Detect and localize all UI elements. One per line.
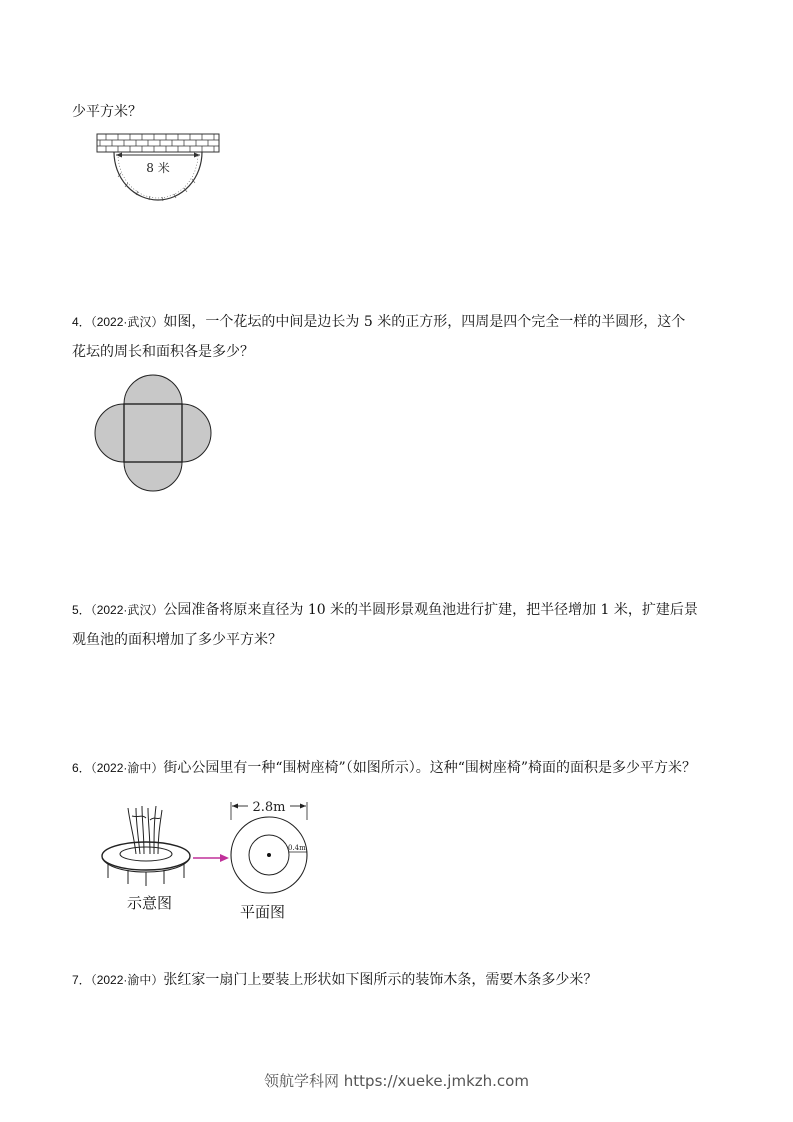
q5-question-line-1 <box>72 600 698 620</box>
q6-diameter-label: 2.8m <box>252 800 286 815</box>
q4-flowerbed-figure <box>92 374 214 494</box>
q4-number: 4． <box>72 315 91 329</box>
q4-semicircle-top <box>124 375 182 404</box>
q6-center-dot <box>267 853 271 857</box>
q6-ring-width-label: 0.4m <box>288 844 306 852</box>
q4-question-line-2: 花坛的周长和面积各是多少？ <box>72 344 254 360</box>
q7-number: 7． <box>72 973 91 987</box>
q6-number: 6． <box>72 761 91 775</box>
q4-question-line-1 <box>72 312 685 332</box>
q3-diameter-label: 8 米 <box>146 161 170 175</box>
q7-question-line-1 <box>72 970 597 990</box>
q3-semicircle-figure <box>96 133 221 205</box>
q6-arrow-icon <box>193 852 229 864</box>
q6-plan-view-figure <box>228 798 314 896</box>
q4-text-1: 如图，一个花坛的中间是边长为 5 米的正方形，四周是四个完全一样的半圆形，这个 <box>163 314 686 330</box>
q5-source: （2022·武汉） <box>90 603 164 617</box>
q5-question-line-2: 观鱼池的面积增加了多少平方米？ <box>72 632 282 648</box>
q3-question-tail: 少平方米？ <box>72 104 142 120</box>
q6-caption-sketch: 示意图 <box>127 894 173 912</box>
q6-text-1: 街心公园里有一种“围树座椅”（如图所示）。这种“围树座椅”椅面的面积是多少平方米？ <box>163 760 697 776</box>
q4-center-square <box>124 404 182 462</box>
q7-source: （2022·渝中） <box>90 973 164 987</box>
q4-semicircle-left <box>95 404 124 462</box>
q5-text-1: 公园准备将原来直径为 10 米的半圆形景观鱼池进行扩建，把半径增加 1 米，扩建后景 <box>163 602 698 618</box>
q6-caption-plan: 平面图 <box>240 903 286 921</box>
q4-semicircle-bottom <box>124 462 182 491</box>
q5-number: 5． <box>72 603 91 617</box>
q4-source: （2022·武汉） <box>90 315 164 329</box>
footer-watermark: 领航学科网 https://xueke.jmkzh.com <box>264 1072 529 1090</box>
q6-question-line-1 <box>72 758 696 778</box>
q6-tree-bench-sketch <box>98 806 194 888</box>
q7-text-1: 张红家一扇门上要装上形状如下图所示的装饰木条，需要木条多少米？ <box>163 972 598 988</box>
q6-source: （2022·渝中） <box>90 761 164 775</box>
q4-semicircle-right <box>182 404 211 462</box>
